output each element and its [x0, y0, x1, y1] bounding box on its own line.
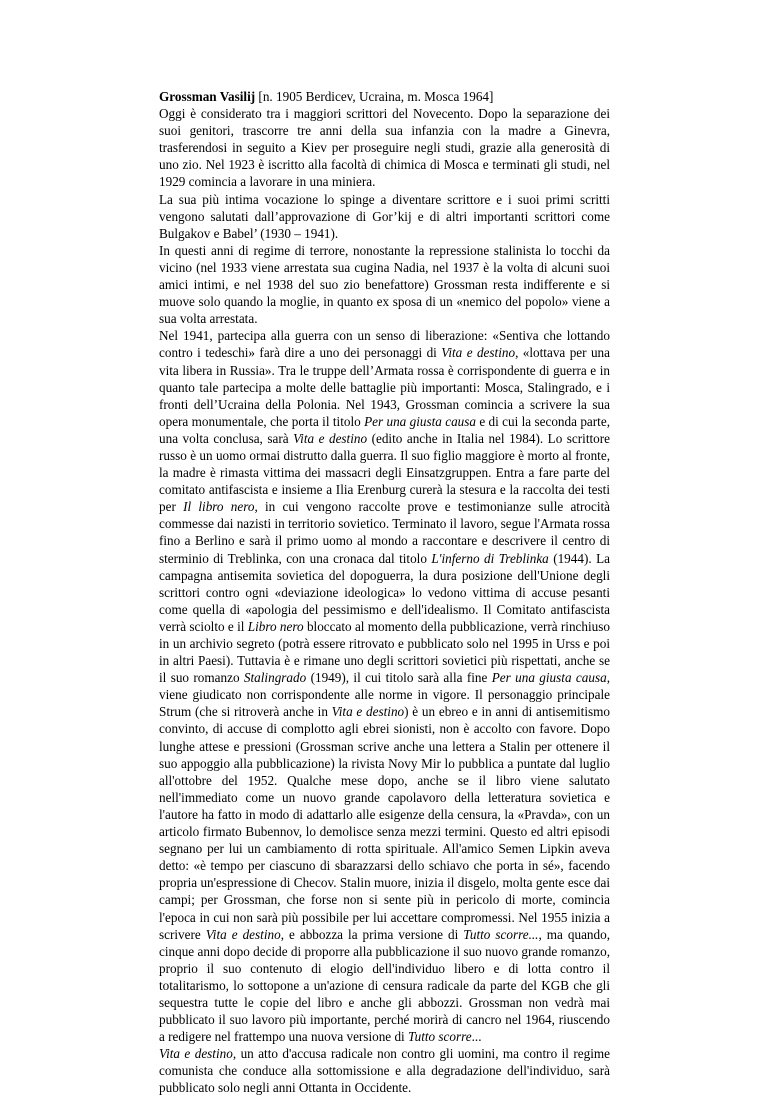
italic-title: Vita e destino [331, 704, 405, 720]
text-segment: Oggi è considerato tra i maggiori scrittori del Novecento. Dopo la separazione dei suoi genitori, trascorre tre anni della sua infanzia con la madre a Ginevra, trasferendosi in seguito a Kiev per proseguire negli studi, grazie alla generosità di uno zio. Nel 1923 è iscritto alla facoltà di chimica di Mosca e terminati gli studi, nel 1929 comincia a lavorare in una miniera. [159, 106, 610, 190]
author-name: Grossman Vasilij [159, 89, 256, 104]
heading-line [159, 88, 610, 105]
italic-title: Il libro nero [183, 499, 255, 515]
text-segment: Nel 1941, partecipa alla guerra con un senso di liberazione: «Sentiva che lottando contro i tedeschi» farà dire a uno dei personaggi di [159, 328, 610, 361]
paragraph [159, 191, 610, 242]
text-segment: (1944). La campagna antisemita sovietica del dopoguerra, la dura posizione dell'Unione degli scrittori contro ogni «deviazione ideologica» lo vedono vittima di accuse pesanti come quella di «apologia del pessimismo e dell'idealismo. Il Comitato antifascista verrà sciolto e il [159, 550, 610, 634]
paragraph [159, 242, 610, 327]
italic-title: Vita e destino [441, 345, 516, 361]
text-segment: bloccato al momento della pubblicazione, verrà rinchiuso in un archivio segreto (potrà essere ritrovato e pubblicato solo nel 1995 in Urss e poi in altri Paesi). Tuttavia è e rimane uno degli scrittori sovietici più rispettati, anche se il suo romanzo [159, 618, 610, 686]
italic-title: Vita e destino [159, 1046, 233, 1062]
text-segment: La sua più intima vocazione lo spinge a diventare scrittore e i suoi primi scritti vengono salutati dall’approvazione di Gor’kij e di altri importanti scrittori come Bulgakov e Babel’ (1930 – 1941). [159, 191, 610, 241]
text-segment: In questi anni di regime di terrore, nonostante la repressione stalinista lo tocchi da vicino (nel 1933 viene arrestata sua cugina Nadia, nel 1937 è la volta di alcuni suoi amici intimi, e nel 1938 del suo zio benefattore) Grossman resta indifferente e si muove solo quando la moglie, in quanto ex sposa di un «nemico del popolo» viene a sua volta arrestata. [159, 242, 610, 327]
text-segment: e di cui la seconda parte, una volta conclusa, sarà [159, 413, 610, 446]
text-segment: ma quando, cinque anni dopo decide di proporre alla pubblicazione il suo nuovo grande romanzo, proprio il suo contenuto di elogio dell'individuo libero e di lotta contro il totalitarismo, lo sottopone a un'azione di censura radicale da parte del KGB che gli sequestra tutte le copie del libro e anche gli abbozzi. Grossman non vedrà mai pubblicato il suo lavoro più importante, perché morirà di cancro nel 1964, riuscendo a redigere nel frattempo una nuova versione di [159, 926, 610, 1045]
italic-title: L'inferno di Treblinka [431, 550, 549, 566]
paragraph [159, 105, 610, 190]
text-segment: , in cui vengono raccolte prove e testimonianze sulle atrocità commesse dai nazisti in territorio sovietico. Terminato il lavoro, segue l'Armata rossa fino a Berlino e sarà il primo uomo al mondo a raccontare e descrivere il centro di sterminio di Treblinka, con una cronaca dal titolo [159, 499, 610, 566]
text-segment: ... [471, 1029, 482, 1045]
text-segment: ) è un ebreo e in anni di antisemitismo convinto, di accuse di complotto agli ebrei sionisti, non è accolto con favore. Dopo lunghe attese e pressioni (Grossman scrive anche una lettera a Stalin per ottenere il suo appoggio alla pubblicazione) la rivista Novy Mir lo pubblica a puntate dal luglio all'ottobre del 1952. Qualche mese dopo, anche se il libro viene salutato nell'immediato come un nuovo grande capolavoro della letteratura sovietica e l'autore ha fatto in modo di adattarlo alle esigenze della censura, la «Pravda», con un articolo firmato Bubennov, lo demolisce senza mezzi termini. Questo ed altri episodi segnano per lui un cambiamento di rotta spirituale. All'amico Semen Lipkin aveva detto: «è tempo per ciascuno di sbarazzarsi dello schiavo che porta in sé», facendo propria un'espressione di Checov. Stalin muore, inizia il disgelo, molta gente esce dai campi; per Grossman, che forse non si sente più in pericolo di morte, comincia l'epoca in cui non sarà più possibile per lui accettare compromessi. Nel 1955 inizia a scrivere [159, 704, 610, 942]
italic-title: Vita e destino [205, 926, 281, 942]
author-bio: [n. 1905 Berdicev, Ucraina, m. Mosca 1964] [255, 89, 494, 104]
document-page [159, 88, 610, 1097]
paragraph [159, 327, 610, 1045]
italic-title: Libro nero [247, 618, 304, 634]
italic-title: Tutto scorre..., [463, 926, 542, 942]
paragraph [159, 1045, 610, 1096]
text-segment: , un atto d'accusa radicale non contro gli uomini, ma contro il regime comunista che conduce alla sottomissione e alla degradazione dell'individuo, sarà pubblicato solo negli anni Ottanta in Occidente. [159, 1046, 610, 1096]
text-segment: (1949), il cui titolo sarà alla fine [306, 670, 492, 686]
italic-title: Vita e destino [293, 430, 368, 446]
italic-title: Per una giusta causa [364, 413, 476, 429]
body-text [159, 105, 610, 1096]
text-segment: (edito anche in Italia nel 1984). Lo scrittore russo è un uomo ormai distrutto dalla guerra. Il suo figlio maggiore è morto al fronte, la madre è rimasta vittima dei massacri degli Einsatzgruppen. Entra a fare parte del comitato antifascista e insieme a Ilia Erenburg curerà la stesura e la raccolta dei testi per [159, 430, 611, 515]
text-segment: , «lottava per una vita libera in Russia». Tra le truppe dell’Armata rossa è corrispondente di guerra e in quanto tale partecipa a molte delle battaglie più importanti: Mosca, Stalingrado, e i fronti dell’Ucraina della Polonia. Nel 1943, Grossman comincia a scrivere la sua opera monumentale, che porta il titolo [159, 345, 610, 429]
italic-title: Per una giusta causa [491, 670, 607, 686]
italic-title: Tutto scorre [408, 1029, 472, 1045]
italic-title: Stalingrado [243, 670, 307, 686]
text-segment: , e abbozza la prima versione di [280, 926, 464, 942]
text-segment: , viene giudicato non corrispondente alle norme in vigore. Il personaggio principale Strum (che si ritroverà anche in [159, 670, 610, 720]
